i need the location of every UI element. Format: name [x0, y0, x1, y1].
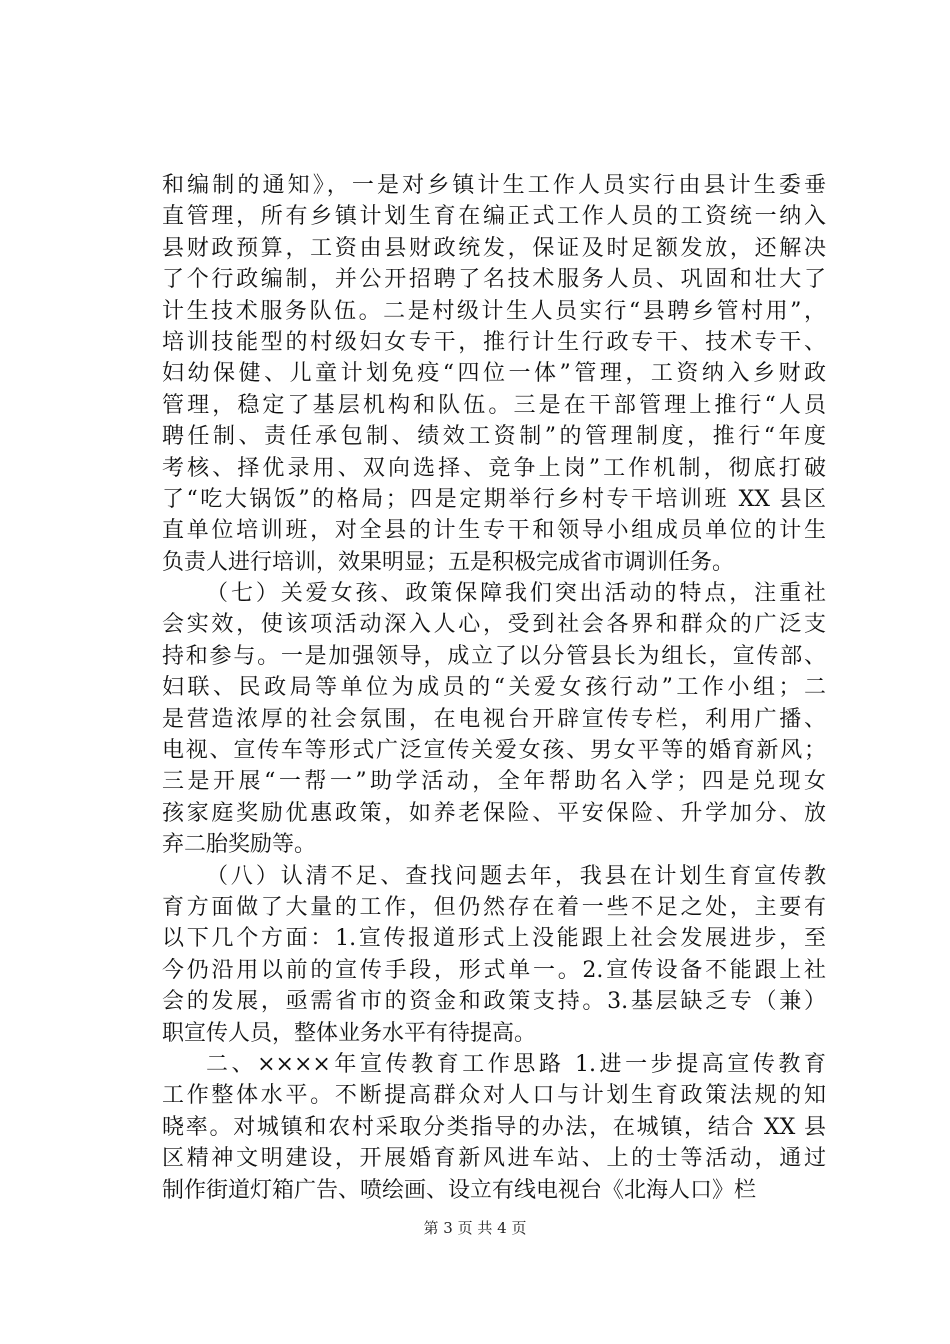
text-line: 县财政预算，工资由县财政统发，保证及时足额发放，还解决: [162, 235, 826, 261]
text-line: 了个行政编制，并公开招聘了名技术服务人员、巩固和壮大了: [162, 267, 826, 293]
text-line: 负责人进行培训，效果明显；五是积极完成省市调训任务。: [162, 549, 735, 575]
text-line: （八）认清不足、查找问题去年，我县在计划生育宣传教: [206, 863, 826, 889]
text-line: 区精神文明建设，开展婚育新风进车站、上的士等活动，通过: [162, 1146, 826, 1172]
text-line: 妇幼保健、儿童计划免疫“四位一体”管理，工资纳入乡财政: [162, 361, 826, 387]
paragraph: [162, 1049, 826, 1206]
text-line: 管理，稳定了基层机构和队伍。三是在干部管理上推行“人员: [162, 392, 826, 418]
text-line: 育方面做了大量的工作，但仍然存在着一些不足之处，主要有: [162, 894, 826, 920]
text-line: 是营造浓厚的社会氛围，在电视台开辟宣传专栏，利用广播、: [162, 706, 826, 732]
text-line: 直管理，所有乡镇计划生育在编正式工作人员的工资统一纳入: [162, 204, 826, 230]
text-line: 今仍沿用以前的宣传手段，形式单一。2.宣传设备不能跟上社: [162, 957, 826, 983]
text-line: 考核、择优录用、双向选择、竞争上岗”工作机制，彻底打破: [162, 455, 826, 481]
text-line: 三是开展“一帮一”助学活动，全年帮助名入学；四是兑现女: [162, 769, 826, 795]
paragraph: [162, 578, 826, 861]
text-line: 持和参与。一是加强领导，成立了以分管县长为组长，宣传部、: [162, 643, 826, 669]
text-line: 妇联、民政局等单位为成员的“关爱女孩行动”工作小组；二: [162, 675, 826, 701]
text-line: 聘任制、责任承包制、绩效工资制”的管理制度，推行“年度: [162, 424, 826, 450]
text-line: 孩家庭奖励优惠政策，如养老保险、平安保险、升学加分、放: [162, 800, 826, 826]
text-line: 二、××××年宣传教育工作思路 1.进一步提高宣传教育: [206, 1051, 826, 1077]
text-line: 培训技能型的村级妇女专干，推行计生行政专干、技术专干、: [162, 329, 826, 355]
text-line: 会实效，使该项活动深入人心，受到社会各界和群众的广泛支: [162, 612, 826, 638]
text-line: 和编制的通知》，一是对乡镇计生工作人员实行由县计生委垂: [162, 173, 826, 198]
text-line: 工作整体水平。不断提高群众对人口与计划生育政策法规的知: [162, 1083, 826, 1109]
paragraph: [162, 170, 826, 578]
text-line: 会的发展，亟需省市的资金和政策支持。3.基层缺乏专（兼）: [162, 989, 826, 1015]
text-line: 直单位培训班，对全县的计生专干和领导小组成员单位的计生: [162, 518, 826, 544]
paragraph: [162, 861, 826, 1049]
text-line: （七）关爱女孩、政策保障我们突出活动的特点，注重社: [206, 581, 826, 607]
text-line: 电视、宣传车等形式广泛宣传关爱女孩、男女平等的婚育新风；: [162, 738, 826, 764]
text-line: 弃二胎奖励等。: [162, 832, 317, 858]
page-footer: 第 3 页 共 4 页: [423, 1219, 527, 1237]
text-line: 以下几个方面：1.宣传报道形式上没能跟上社会发展进步，至: [162, 926, 826, 952]
text-line: 晓率。对城镇和农村采取分类指导的办法，在城镇，结合 XX 县: [162, 1114, 826, 1140]
document-body: [162, 170, 826, 1206]
text-line: 职宣传人员，整体业务水平有待提高。: [162, 1020, 537, 1046]
text-line: 制作街道灯箱广告、喷绘画、设立有线电视台《北海人口》栏: [162, 1177, 757, 1203]
text-line: 计生技术服务队伍。二是村级计生人员实行“县聘乡管村用”，: [162, 298, 826, 324]
text-line: 了“吃大锅饭”的格局；四是定期举行乡村专干培训班 XX 县区: [162, 486, 826, 512]
